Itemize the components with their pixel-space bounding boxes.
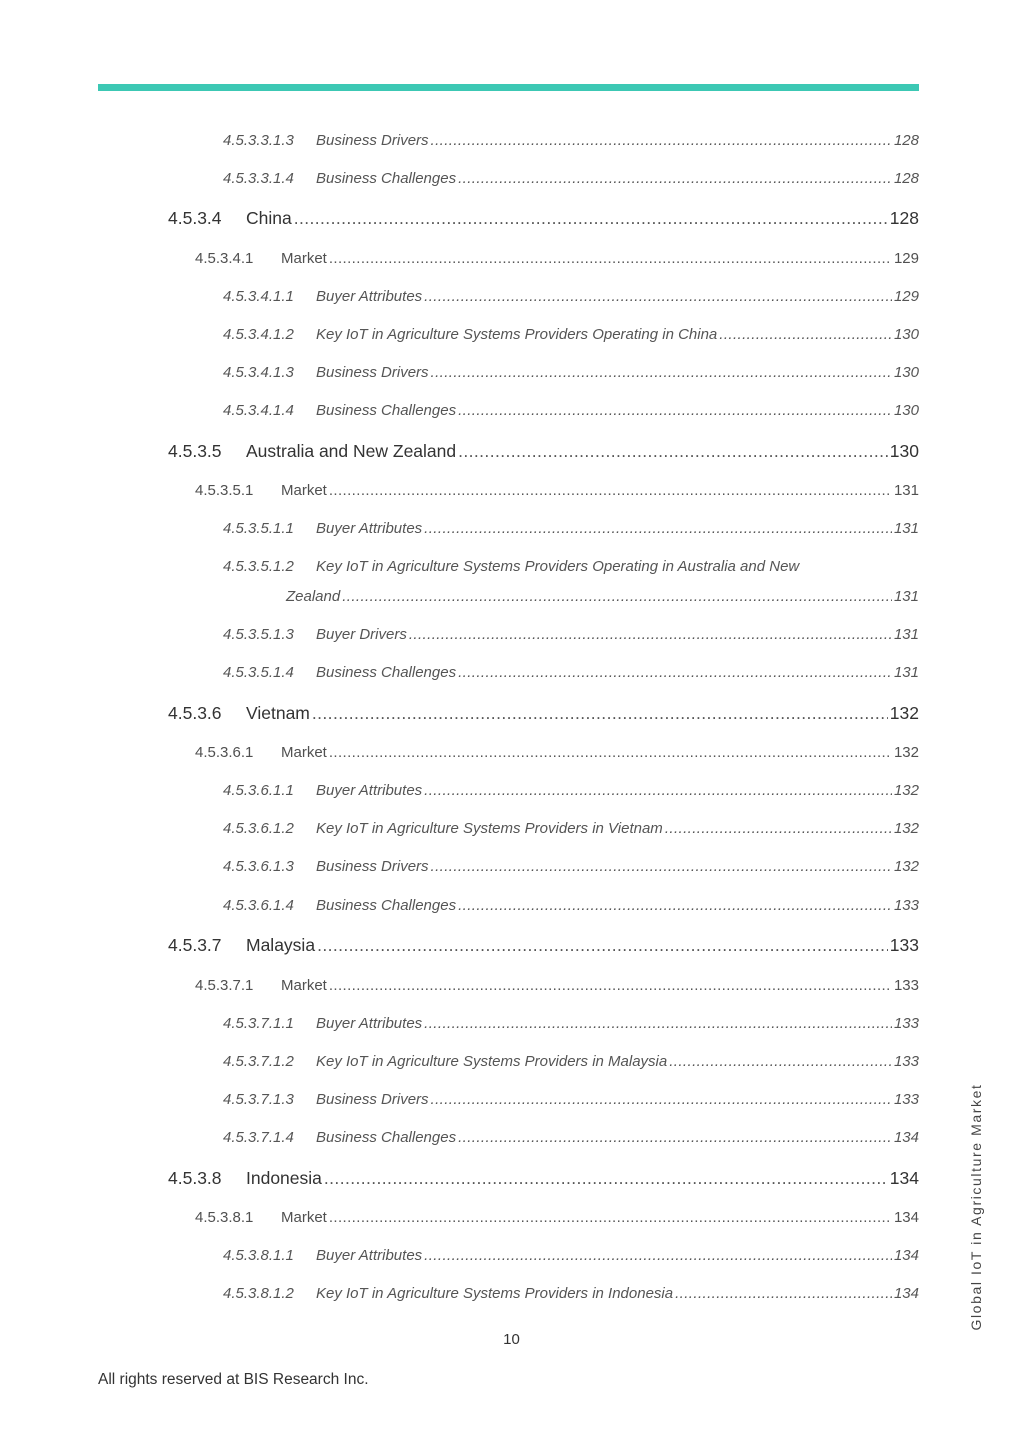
toc-entry-number: 4.5.3.6.1.1 — [223, 782, 294, 799]
toc-entry-page: 130 — [893, 364, 919, 381]
toc-entry-page: 133 — [893, 977, 919, 994]
toc-entry[interactable] — [223, 288, 919, 305]
toc-entry[interactable] — [223, 782, 919, 799]
toc-entry-title: Buyer Attributes — [316, 1015, 423, 1032]
dot-leader — [458, 170, 892, 187]
toc-entry-number: 4.5.3.8 — [168, 1168, 222, 1188]
toc-entry-page: 131 — [893, 482, 919, 499]
toc-entry-number: 4.5.3.7.1 — [195, 977, 254, 994]
toc-entry[interactable] — [195, 482, 919, 499]
toc-entry-number: 4.5.3.7.1.1 — [223, 1015, 294, 1032]
toc-entry[interactable] — [195, 744, 919, 761]
dot-leader — [665, 820, 892, 837]
toc-entry-page: 131 — [893, 520, 919, 537]
dot-leader — [329, 977, 892, 994]
toc-entry[interactable] — [223, 558, 799, 575]
dot-leader — [669, 1053, 892, 1070]
toc-entry-title: Buyer Drivers — [316, 626, 407, 643]
toc-entry-page: 133 — [893, 1053, 919, 1070]
toc-entry-page: 132 — [889, 703, 919, 723]
dot-leader — [329, 1209, 892, 1226]
dot-leader — [458, 402, 892, 419]
toc-entry[interactable] — [223, 664, 919, 681]
toc-entry[interactable] — [223, 1247, 919, 1264]
toc-entry-page: 132 — [893, 858, 919, 875]
toc-entry-title: Business Challenges — [316, 1129, 457, 1146]
toc-entry-number: 4.5.3.7.1.2 — [223, 1053, 294, 1070]
toc-entry[interactable] — [223, 132, 919, 149]
toc-entry[interactable] — [223, 364, 919, 381]
toc-entry-title: Indonesia — [246, 1168, 322, 1188]
toc-entry-title: Key IoT in Agriculture Systems Providers in Indonesia — [316, 1285, 674, 1302]
toc-entry[interactable] — [223, 402, 919, 419]
dot-leader — [431, 132, 892, 149]
toc-entry[interactable] — [223, 520, 919, 537]
toc-entry-title: Buyer Attributes — [316, 782, 423, 799]
dot-leader — [329, 250, 892, 267]
toc-entry-number: 4.5.3.8.1 — [195, 1209, 254, 1226]
toc-entry-page: 134 — [889, 1168, 919, 1188]
toc-entry-number: 4.5.3.6.1.3 — [223, 858, 294, 875]
toc-entry-page: 129 — [893, 288, 919, 305]
toc-entry-continuation[interactable] — [286, 588, 919, 605]
toc-entry-number: 4.5.3.6.1.2 — [223, 820, 294, 837]
toc-entry-page: 129 — [893, 250, 919, 267]
dot-leader — [409, 626, 892, 643]
toc-entry[interactable] — [168, 441, 919, 462]
dot-leader — [312, 703, 888, 724]
toc-entry-number: 4.5.3.8.1.2 — [223, 1285, 294, 1302]
toc-entry-title: Key IoT in Agriculture Systems Providers Operating in Australia and New — [316, 558, 800, 575]
toc-entry-number: 4.5.3.6 — [168, 703, 222, 723]
dot-leader — [458, 897, 892, 914]
dot-leader — [424, 288, 892, 305]
dot-leader — [431, 1091, 892, 1108]
toc-entry[interactable] — [223, 1091, 919, 1108]
toc-entry[interactable] — [223, 1015, 919, 1032]
dot-leader — [342, 588, 892, 605]
toc-entry-title: Business Drivers — [316, 364, 429, 381]
toc-entry-page: 134 — [893, 1209, 919, 1226]
dot-leader — [458, 664, 892, 681]
toc-entry-page: 133 — [893, 1015, 919, 1032]
toc-entry-page: 128 — [893, 132, 919, 149]
dot-leader — [329, 482, 892, 499]
toc-entry-title: Buyer Attributes — [316, 1247, 423, 1264]
toc-entry-title: Business Drivers — [316, 132, 429, 149]
dot-leader — [324, 1168, 888, 1189]
toc-entry-title: Key IoT in Agriculture Systems Providers Operating in China — [316, 326, 718, 343]
dot-leader — [675, 1285, 892, 1302]
toc-entry[interactable] — [223, 1285, 919, 1302]
toc-entry[interactable] — [195, 250, 919, 267]
dot-leader — [424, 520, 892, 537]
toc-entry-number: 4.5.3.4.1.4 — [223, 402, 294, 419]
dot-leader — [329, 744, 892, 761]
toc-entry-number: 4.5.3.7.1.3 — [223, 1091, 294, 1108]
toc-entry-number: 4.5.3.4 — [168, 208, 222, 228]
toc-entry[interactable] — [168, 208, 919, 229]
toc-entry-title: Business Challenges — [316, 664, 457, 681]
dot-leader — [431, 364, 892, 381]
toc-entry-page: 132 — [893, 820, 919, 837]
toc-entry-title: China — [246, 208, 292, 228]
toc-entry[interactable] — [168, 703, 919, 724]
toc-entry[interactable] — [195, 1209, 919, 1226]
toc-entry-number: 4.5.3.4.1.2 — [223, 326, 294, 343]
toc-entry-title: Vietnam — [246, 703, 310, 723]
toc-entry[interactable] — [223, 820, 919, 837]
toc-entry-number: 4.5.3.5.1.4 — [223, 664, 294, 681]
dot-leader — [317, 935, 888, 956]
toc-entry[interactable] — [223, 858, 919, 875]
side-title-text: Global IoT in Agriculture Market — [968, 1083, 984, 1331]
dot-leader — [424, 1015, 892, 1032]
toc-entry-page: 133 — [893, 897, 919, 914]
toc-entry[interactable] — [223, 1053, 919, 1070]
toc-entry-title: Business Drivers — [316, 858, 429, 875]
toc-entry-number: 4.5.3.4.1.1 — [223, 288, 294, 305]
toc-entry[interactable] — [223, 1129, 919, 1146]
toc-entry-page: 131 — [893, 588, 919, 605]
footer-copyright: All rights reserved at BIS Research Inc. — [98, 1371, 369, 1388]
toc-entry-page: 134 — [893, 1247, 919, 1264]
toc-entry-number: 4.5.3.4.1.3 — [223, 364, 294, 381]
toc-entry-title: Market — [281, 482, 327, 499]
toc-entry-number: 4.5.3.5.1.3 — [223, 626, 294, 643]
toc-entry[interactable] — [223, 626, 919, 643]
dot-leader — [458, 441, 888, 462]
toc-entry[interactable] — [223, 326, 919, 343]
toc-entry-page: 133 — [889, 935, 919, 955]
toc-entry-title: Business Drivers — [316, 1091, 429, 1108]
toc-entry-page: 131 — [893, 664, 919, 681]
toc-entry-title: Key IoT in Agriculture Systems Providers in Malaysia — [316, 1053, 668, 1070]
toc-entry-number: 4.5.3.3.1.4 — [223, 170, 294, 187]
toc-entry-title: Buyer Attributes — [316, 288, 423, 305]
toc-entry-number: 4.5.3.4.1 — [195, 250, 254, 267]
dot-leader — [719, 326, 892, 343]
toc-entry-title: Market — [281, 977, 327, 994]
dot-leader — [294, 208, 888, 229]
toc-entry-number: 4.5.3.5 — [168, 441, 222, 461]
toc-entry-number: 4.5.3.8.1.1 — [223, 1247, 294, 1264]
toc-entry-number: 4.5.3.6.1 — [195, 744, 254, 761]
toc-entry-title: Key IoT in Agriculture Systems Providers in Vietnam — [316, 820, 663, 837]
toc-entry-number: 4.5.3.5.1 — [195, 482, 254, 499]
toc-entry-page: 130 — [893, 402, 919, 419]
page-number: 10 — [503, 1331, 520, 1348]
toc-entry-title: Malaysia — [246, 935, 316, 955]
toc-entry-title: Business Challenges — [316, 170, 457, 187]
toc-entry[interactable] — [195, 977, 919, 994]
toc-entry-number: 4.5.3.5.1.2 — [223, 558, 294, 575]
toc-entry-number: 4.5.3.7 — [168, 935, 222, 955]
toc-entry-page: 128 — [889, 208, 919, 228]
dot-leader — [431, 858, 892, 875]
dot-leader — [424, 1247, 892, 1264]
toc-entry-title: Market — [281, 250, 327, 267]
toc-entry-page: 132 — [893, 782, 919, 799]
toc-entry-title: Business Challenges — [316, 402, 457, 419]
toc-entry-title: Buyer Attributes — [316, 520, 423, 537]
toc-entry-page: 132 — [893, 744, 919, 761]
toc-entry-title: Business Challenges — [316, 897, 457, 914]
toc-entry-title-continuation: Zealand — [286, 588, 341, 605]
toc-entry-number: 4.5.3.5.1.1 — [223, 520, 294, 537]
toc-entry[interactable] — [223, 897, 919, 914]
toc-entry[interactable] — [223, 170, 919, 187]
toc-entry[interactable] — [168, 1168, 919, 1189]
toc-entry-page: 128 — [893, 170, 919, 187]
toc-entry-title: Market — [281, 744, 327, 761]
toc-entry-title: Australia and New Zealand — [246, 441, 457, 461]
toc-entry-title: Market — [281, 1209, 327, 1226]
toc-entry-number: 4.5.3.3.1.3 — [223, 132, 294, 149]
toc-entry-number: 4.5.3.6.1.4 — [223, 897, 294, 914]
toc-entry-number: 4.5.3.7.1.4 — [223, 1129, 294, 1146]
toc-entry-page: 134 — [893, 1285, 919, 1302]
toc-entry[interactable] — [168, 935, 919, 956]
toc-entry-page: 134 — [893, 1129, 919, 1146]
toc-entry-page: 130 — [889, 441, 919, 461]
toc-entry-page: 133 — [893, 1091, 919, 1108]
toc-entry-page: 130 — [893, 326, 919, 343]
dot-leader — [458, 1129, 892, 1146]
dot-leader — [424, 782, 892, 799]
toc-entry-page: 131 — [893, 626, 919, 643]
